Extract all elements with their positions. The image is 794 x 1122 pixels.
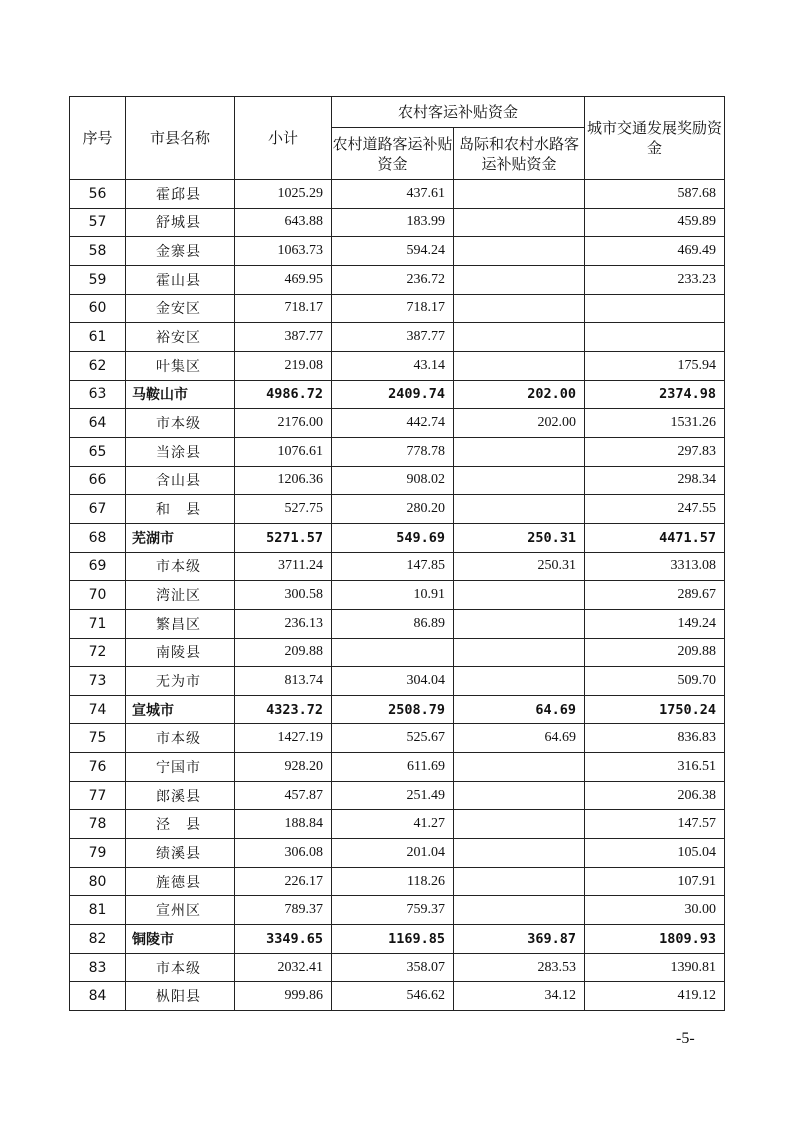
- cell-island-water: [454, 180, 585, 209]
- cell-rural-road: 304.04: [332, 667, 454, 696]
- cell-island-water: [454, 495, 585, 524]
- cell-urban: 1750.24: [585, 695, 725, 724]
- cell-island-water: [454, 581, 585, 610]
- cell-urban: 297.83: [585, 437, 725, 466]
- cell-rural-road: 183.99: [332, 208, 454, 237]
- cell-name: 裕安区: [126, 323, 235, 352]
- cell-island-water: 64.69: [454, 724, 585, 753]
- cell-subtotal: 527.75: [235, 495, 332, 524]
- header-subtotal: 小计: [235, 97, 332, 180]
- cell-subtotal: 300.58: [235, 581, 332, 610]
- cell-rural-road: 442.74: [332, 409, 454, 438]
- cell-subtotal: 1076.61: [235, 437, 332, 466]
- cell-seq: 83: [70, 953, 126, 982]
- cell-subtotal: 813.74: [235, 667, 332, 696]
- table-row: [70, 552, 725, 581]
- table-row: [70, 753, 725, 782]
- cell-urban: 233.23: [585, 265, 725, 294]
- cell-name: 铜陵市: [126, 925, 235, 954]
- city-total-row: [70, 925, 725, 954]
- cell-name: 繁昌区: [126, 609, 235, 638]
- cell-urban: 419.12: [585, 982, 725, 1011]
- cell-subtotal: 188.84: [235, 810, 332, 839]
- table-row: [70, 896, 725, 925]
- cell-urban: 836.83: [585, 724, 725, 753]
- cell-seq: 79: [70, 839, 126, 868]
- cell-subtotal: 387.77: [235, 323, 332, 352]
- cell-rural-road: 147.85: [332, 552, 454, 581]
- cell-island-water: [454, 237, 585, 266]
- city-total-row: [70, 380, 725, 409]
- cell-rural-road: 86.89: [332, 609, 454, 638]
- cell-subtotal: 789.37: [235, 896, 332, 925]
- cell-urban: 4471.57: [585, 523, 725, 552]
- cell-rural-road: 251.49: [332, 781, 454, 810]
- cell-island-water: 250.31: [454, 552, 585, 581]
- cell-subtotal: 4323.72: [235, 695, 332, 724]
- cell-rural-road: 43.14: [332, 351, 454, 380]
- cell-subtotal: 2032.41: [235, 953, 332, 982]
- cell-name: 芜湖市: [126, 523, 235, 552]
- cell-name: 霍邱县: [126, 180, 235, 209]
- cell-seq: 63: [70, 380, 126, 409]
- table-row: [70, 781, 725, 810]
- cell-island-water: 202.00: [454, 380, 585, 409]
- cell-name: 泾 县: [126, 810, 235, 839]
- header-rural-road: 农村道路客运补贴资金: [332, 128, 454, 180]
- cell-name: 舒城县: [126, 208, 235, 237]
- cell-island-water: [454, 867, 585, 896]
- cell-island-water: [454, 839, 585, 868]
- city-total-row: [70, 523, 725, 552]
- cell-name: 宣城市: [126, 695, 235, 724]
- cell-island-water: [454, 896, 585, 925]
- cell-seq: 80: [70, 867, 126, 896]
- cell-name: 金寨县: [126, 237, 235, 266]
- cell-seq: 71: [70, 609, 126, 638]
- cell-seq: 67: [70, 495, 126, 524]
- cell-seq: 66: [70, 466, 126, 495]
- cell-seq: 69: [70, 552, 126, 581]
- cell-seq: 78: [70, 810, 126, 839]
- cell-seq: 64: [70, 409, 126, 438]
- cell-island-water: 283.53: [454, 953, 585, 982]
- cell-island-water: 64.69: [454, 695, 585, 724]
- cell-urban: 3313.08: [585, 552, 725, 581]
- cell-name: 马鞍山市: [126, 380, 235, 409]
- cell-rural-road: 2409.74: [332, 380, 454, 409]
- table-row: [70, 581, 725, 610]
- table-row: [70, 638, 725, 667]
- cell-urban: 298.34: [585, 466, 725, 495]
- header-seq: 序号: [70, 97, 126, 180]
- cell-rural-road: 358.07: [332, 953, 454, 982]
- cell-rural-road: 594.24: [332, 237, 454, 266]
- table-row: [70, 265, 725, 294]
- table-row: [70, 810, 725, 839]
- header-urban: 城市交通发展奖励资金: [585, 97, 725, 180]
- cell-rural-road: 201.04: [332, 839, 454, 868]
- cell-subtotal: 1063.73: [235, 237, 332, 266]
- cell-name: 无为市: [126, 667, 235, 696]
- cell-island-water: [454, 667, 585, 696]
- cell-island-water: [454, 351, 585, 380]
- cell-name: 枞阳县: [126, 982, 235, 1011]
- cell-subtotal: 1427.19: [235, 724, 332, 753]
- table-row: [70, 409, 725, 438]
- cell-urban: 509.70: [585, 667, 725, 696]
- cell-rural-road: 549.69: [332, 523, 454, 552]
- table-row: [70, 323, 725, 352]
- cell-subtotal: 469.95: [235, 265, 332, 294]
- table-row: [70, 208, 725, 237]
- cell-island-water: [454, 753, 585, 782]
- cell-rural-road: 118.26: [332, 867, 454, 896]
- header-name: 市县名称: [126, 97, 235, 180]
- cell-seq: 84: [70, 982, 126, 1011]
- cell-urban: 2374.98: [585, 380, 725, 409]
- cell-island-water: [454, 781, 585, 810]
- cell-seq: 81: [70, 896, 126, 925]
- funding-table-container: [69, 96, 725, 1011]
- cell-rural-road: 611.69: [332, 753, 454, 782]
- cell-subtotal: 306.08: [235, 839, 332, 868]
- cell-subtotal: 226.17: [235, 867, 332, 896]
- city-total-row: [70, 695, 725, 724]
- cell-urban: 107.91: [585, 867, 725, 896]
- cell-urban: 459.89: [585, 208, 725, 237]
- cell-seq: 68: [70, 523, 126, 552]
- cell-seq: 61: [70, 323, 126, 352]
- cell-seq: 76: [70, 753, 126, 782]
- cell-name: 市本级: [126, 953, 235, 982]
- cell-urban: [585, 294, 725, 323]
- cell-island-water: 250.31: [454, 523, 585, 552]
- cell-island-water: [454, 265, 585, 294]
- cell-name: 南陵县: [126, 638, 235, 667]
- funding-table: [69, 96, 725, 1011]
- cell-urban: 587.68: [585, 180, 725, 209]
- cell-rural-road: 546.62: [332, 982, 454, 1011]
- table-row: [70, 724, 725, 753]
- cell-urban: [585, 323, 725, 352]
- cell-name: 金安区: [126, 294, 235, 323]
- cell-subtotal: 4986.72: [235, 380, 332, 409]
- cell-subtotal: 643.88: [235, 208, 332, 237]
- table-row: [70, 667, 725, 696]
- cell-rural-road: 387.77: [332, 323, 454, 352]
- cell-urban: 149.24: [585, 609, 725, 638]
- cell-urban: 247.55: [585, 495, 725, 524]
- cell-name: 湾沚区: [126, 581, 235, 610]
- cell-seq: 70: [70, 581, 126, 610]
- cell-subtotal: 718.17: [235, 294, 332, 323]
- table-row: [70, 294, 725, 323]
- cell-rural-road: 41.27: [332, 810, 454, 839]
- cell-subtotal: 928.20: [235, 753, 332, 782]
- cell-island-water: 34.12: [454, 982, 585, 1011]
- cell-name: 市本级: [126, 724, 235, 753]
- cell-name: 市本级: [126, 409, 235, 438]
- cell-subtotal: 219.08: [235, 351, 332, 380]
- cell-rural-road: 1169.85: [332, 925, 454, 954]
- table-body: [70, 180, 725, 1011]
- cell-subtotal: 1206.36: [235, 466, 332, 495]
- cell-subtotal: 236.13: [235, 609, 332, 638]
- table-row: [70, 609, 725, 638]
- cell-subtotal: 3711.24: [235, 552, 332, 581]
- cell-subtotal: 209.88: [235, 638, 332, 667]
- cell-island-water: [454, 208, 585, 237]
- cell-seq: 59: [70, 265, 126, 294]
- cell-rural-road: 280.20: [332, 495, 454, 524]
- cell-urban: 469.49: [585, 237, 725, 266]
- cell-name: 宣州区: [126, 896, 235, 925]
- cell-name: 旌德县: [126, 867, 235, 896]
- cell-name: 郎溪县: [126, 781, 235, 810]
- cell-name: 当涂县: [126, 437, 235, 466]
- header-rural-group: 农村客运补贴资金: [332, 97, 585, 128]
- cell-urban: 209.88: [585, 638, 725, 667]
- cell-name: 和 县: [126, 495, 235, 524]
- cell-island-water: [454, 638, 585, 667]
- cell-island-water: [454, 437, 585, 466]
- cell-rural-road: [332, 638, 454, 667]
- cell-seq: 56: [70, 180, 126, 209]
- cell-island-water: [454, 609, 585, 638]
- cell-rural-road: 759.37: [332, 896, 454, 925]
- cell-seq: 60: [70, 294, 126, 323]
- page-number: -5-: [676, 1030, 695, 1047]
- cell-rural-road: 718.17: [332, 294, 454, 323]
- cell-island-water: [454, 323, 585, 352]
- cell-urban: 316.51: [585, 753, 725, 782]
- cell-rural-road: 236.72: [332, 265, 454, 294]
- cell-rural-road: 778.78: [332, 437, 454, 466]
- cell-subtotal: 3349.65: [235, 925, 332, 954]
- cell-urban: 1390.81: [585, 953, 725, 982]
- cell-seq: 77: [70, 781, 126, 810]
- cell-urban: 175.94: [585, 351, 725, 380]
- cell-island-water: 369.87: [454, 925, 585, 954]
- cell-rural-road: 908.02: [332, 466, 454, 495]
- cell-subtotal: 2176.00: [235, 409, 332, 438]
- table-row: [70, 839, 725, 868]
- cell-urban: 105.04: [585, 839, 725, 868]
- cell-seq: 73: [70, 667, 126, 696]
- cell-subtotal: 457.87: [235, 781, 332, 810]
- cell-subtotal: 999.86: [235, 982, 332, 1011]
- cell-name: 含山县: [126, 466, 235, 495]
- cell-urban: 289.67: [585, 581, 725, 610]
- cell-island-water: [454, 810, 585, 839]
- cell-seq: 62: [70, 351, 126, 380]
- cell-name: 宁国市: [126, 753, 235, 782]
- cell-urban: 147.57: [585, 810, 725, 839]
- cell-rural-road: 10.91: [332, 581, 454, 610]
- cell-urban: 30.00: [585, 896, 725, 925]
- cell-seq: 75: [70, 724, 126, 753]
- cell-urban: 1531.26: [585, 409, 725, 438]
- cell-urban: 1809.93: [585, 925, 725, 954]
- cell-island-water: [454, 294, 585, 323]
- cell-seq: 65: [70, 437, 126, 466]
- header-island-water: 岛际和农村水路客运补贴资金: [454, 128, 585, 180]
- cell-name: 绩溪县: [126, 839, 235, 868]
- cell-name: 市本级: [126, 552, 235, 581]
- cell-seq: 58: [70, 237, 126, 266]
- cell-island-water: 202.00: [454, 409, 585, 438]
- cell-urban: 206.38: [585, 781, 725, 810]
- table-row: [70, 351, 725, 380]
- cell-subtotal: 1025.29: [235, 180, 332, 209]
- cell-seq: 82: [70, 925, 126, 954]
- cell-island-water: [454, 466, 585, 495]
- cell-rural-road: 525.67: [332, 724, 454, 753]
- cell-seq: 57: [70, 208, 126, 237]
- table-row: [70, 466, 725, 495]
- table-row: [70, 180, 725, 209]
- table-row: [70, 982, 725, 1011]
- table-row: [70, 237, 725, 266]
- cell-rural-road: 437.61: [332, 180, 454, 209]
- cell-seq: 72: [70, 638, 126, 667]
- table-row: [70, 495, 725, 524]
- table-row: [70, 867, 725, 896]
- cell-rural-road: 2508.79: [332, 695, 454, 724]
- cell-seq: 74: [70, 695, 126, 724]
- cell-subtotal: 5271.57: [235, 523, 332, 552]
- cell-name: 叶集区: [126, 351, 235, 380]
- cell-name: 霍山县: [126, 265, 235, 294]
- table-row: [70, 953, 725, 982]
- table-row: [70, 437, 725, 466]
